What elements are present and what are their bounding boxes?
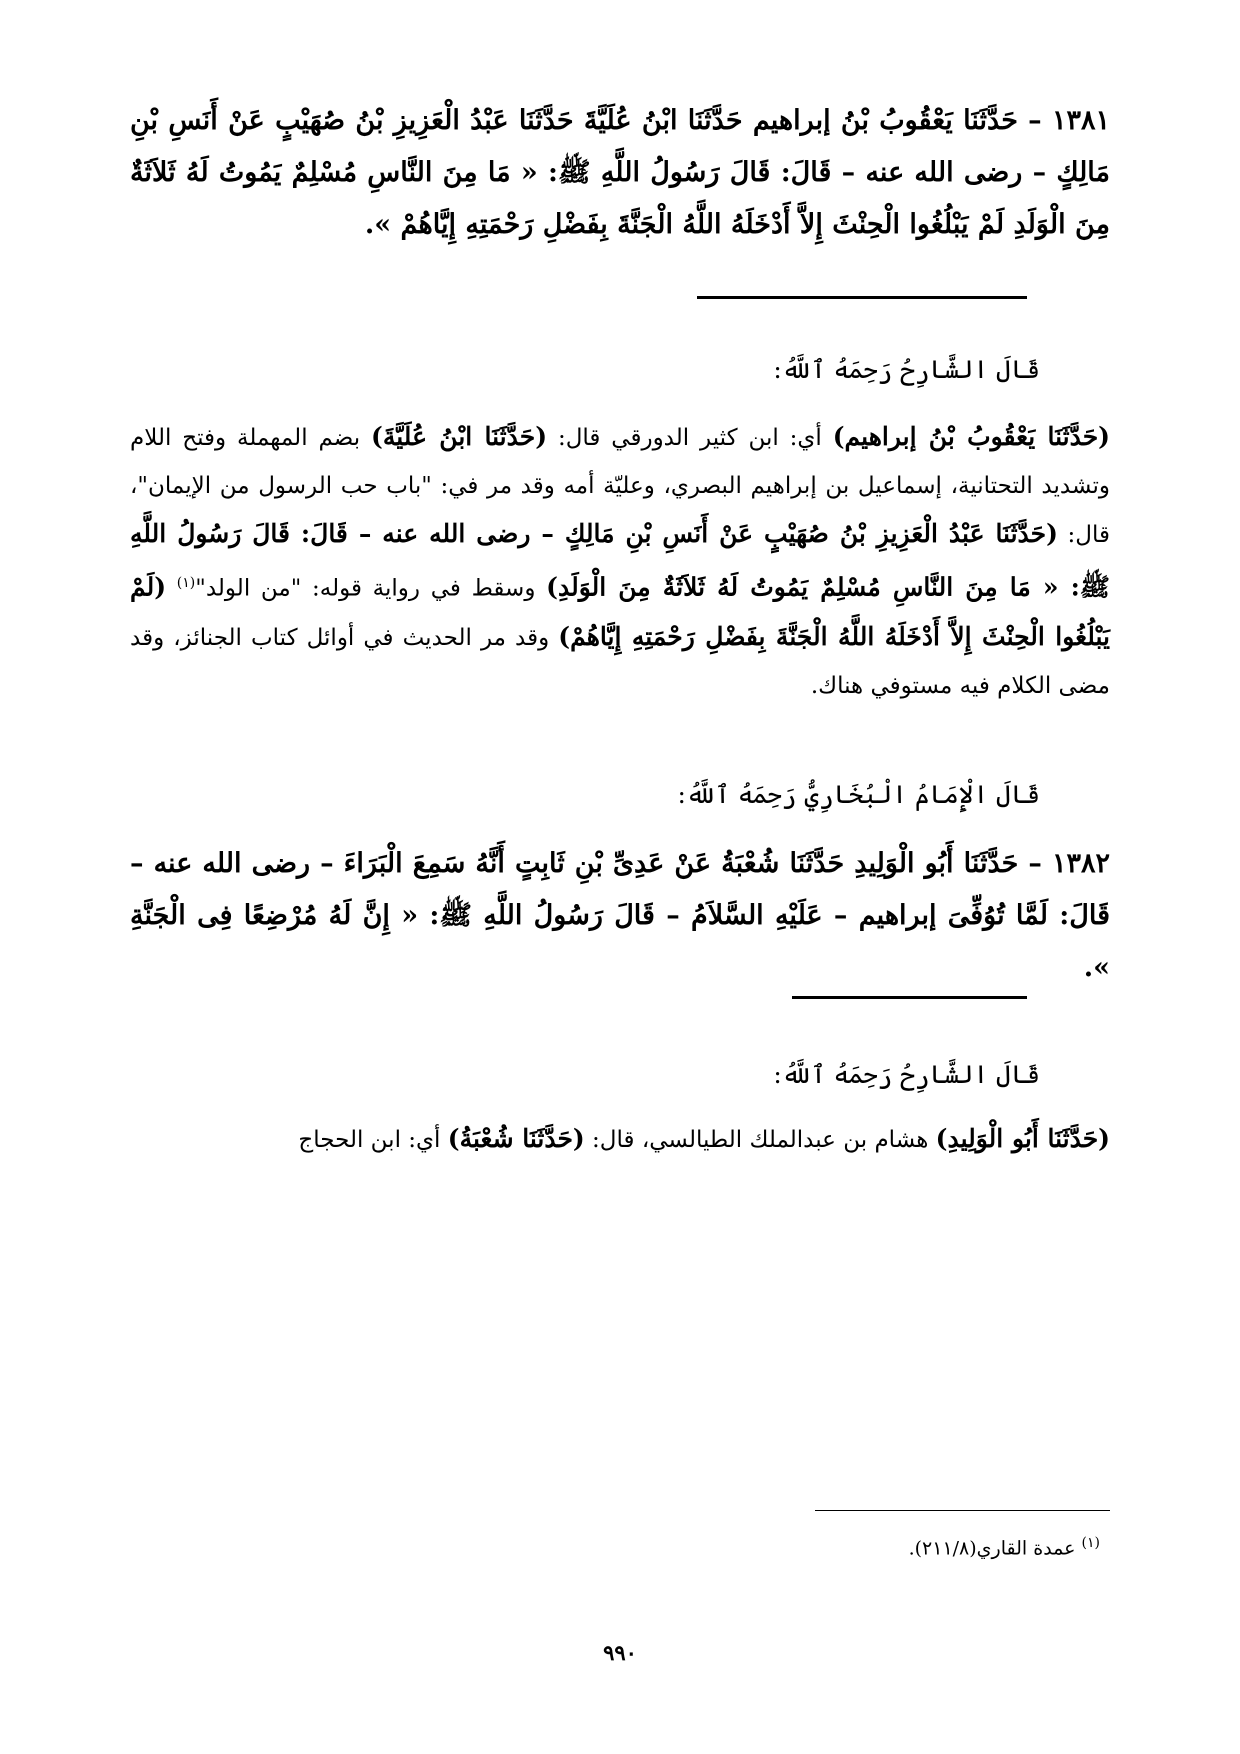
footnote-marker: (١) [176,575,196,591]
commentary-text: وسقط في رواية قوله: "من الولد" [195,575,547,602]
quoted-isnad: (حَدَّثَنَا شُعْبَةُ) [447,1124,585,1153]
footnote-separator [815,1510,1110,1511]
hadith-1381-text [130,95,1110,251]
hadith-1381-body: ١٣٨١ – حَدَّثَنَا يَعْقُوبُ بْنُ إبراهيم حَدَّثَنَا ابْنُ عُلَيَّةَ حَدَّثَنَا عَبْدُ الْعَزِيزِ بْنُ صُهَيْبٍ عَنْ أَنَسِ بْنِ مَالِكٍ – رضى الله عنه – قَالَ: قَالَ رَسُولُ اللَّهِ ﷺ: « مَا مِنَ النَّاسِ مُسْلِمٌ يَمُوتُ لَهُ ثَلاَثَةٌ مِنَ الْوَلَدِ لَمْ يَبْلُغُوا الْحِنْثَ إِلاَّ أَدْخَلَهُ اللَّهُ الْجَنَّةَ بِفَضْلِ رَحْمَتِهِ إِيَّاهُمْ ». [130,105,1110,240]
hadith-1382-text [130,838,1110,994]
commentary-1381 [130,413,1110,710]
heading-sharih: قَالَ الشَّارِحُ رَحِمَهُ ٱللَّهُ: [773,355,1040,384]
page-number: ٩٩٠ [603,1640,637,1665]
commentary-text: بضم المهملة وفتح اللام وتشديد التحتانية، إسماعيل بن إبراهيم البصري، وعليّة أمه وقد مر في: "باب حب الرسول من الإيمان"، قال: [130,425,1110,548]
commentary-text: أي: ابن كثير الدورقي قال: [547,425,833,451]
separator-line [697,296,1027,299]
quoted-isnad: (حَدَّثَنَا ابْنُ عُلَيَّةَ) [371,422,548,451]
quoted-isnad: (حَدَّثَنَا يَعْقُوبُ بْنُ إبراهيم) [832,422,1111,451]
commentary-text [166,576,177,602]
quoted-isnad: (حَدَّثَنَا أَبُو الْوَلِيدِ) [935,1124,1110,1153]
commentary-1382 [130,1115,1110,1164]
commentary-text: هشام بن عبدالملك الطيالسي، قال: [584,1127,936,1153]
footnote-marker: (١) [1081,1535,1100,1551]
separator-line [792,996,1027,999]
quoted-hadith: (حَدَّثَنَا عَبْدُ الْعَزِيزِ بْنُ صُهَيْبٍ عَنْ أَنَسِ بْنِ مَالِكٍ – رضى الله عنه – قَالَ: قَالَ رَسُولُ اللَّهِ ﷺ: « مَا مِنَ النَّاسِ مُسْلِمٌ يَمُوتُ لَهُ ثَلاَثَةٌ مِنَ الْوَلَدِ) [130,519,1110,602]
quoted-hadith: (لَمْ يَبْلُغُوا الْحِنْثَ إِلاَّ أَدْخَلَهُ اللَّهُ الْجَنَّةَ بِفَضْلِ رَحْمَتِهِ إِيَّاهُمْ) [130,572,1110,651]
heading-sharih: قَالَ الشَّارِحُ رَحِمَهُ ٱللَّهُ: [773,1060,1040,1089]
footnote-text: عمدة القاري(٢١١/٨). [908,1537,1082,1560]
hadith-1382-body: ١٣٨٢ – حَدَّثَنَا أَبُو الْوَلِيدِ حَدَّثَنَا شُعْبَةُ عَنْ عَدِىِّ بْنِ ثَابِتٍ أَنَّهُ سَمِعَ الْبَرَاءَ – رضى الله عنه – قَالَ: لَمَّا تُوُفِّىَ إبراهيم – عَلَيْهِ السَّلاَمُ – قَالَ رَسُولُ اللَّهِ ﷺ: « إِنَّ لَهُ مُرْضِعًا فِى الْجَنَّةِ ». [130,848,1110,983]
heading-imam-bukhari: قَالَ الْإِمَامُ الْبُخَارِيُّ رَحِمَهُ ٱللَّهُ: [677,780,1040,809]
footnote [909,1535,1100,1559]
commentary-text: وقد مر الحديث في أوائل كتاب الجنائز، وقد مضى الكلام فيه مستوفي هناك. [130,624,1110,699]
commentary-text: أي: ابن الحجاج [298,1127,448,1153]
